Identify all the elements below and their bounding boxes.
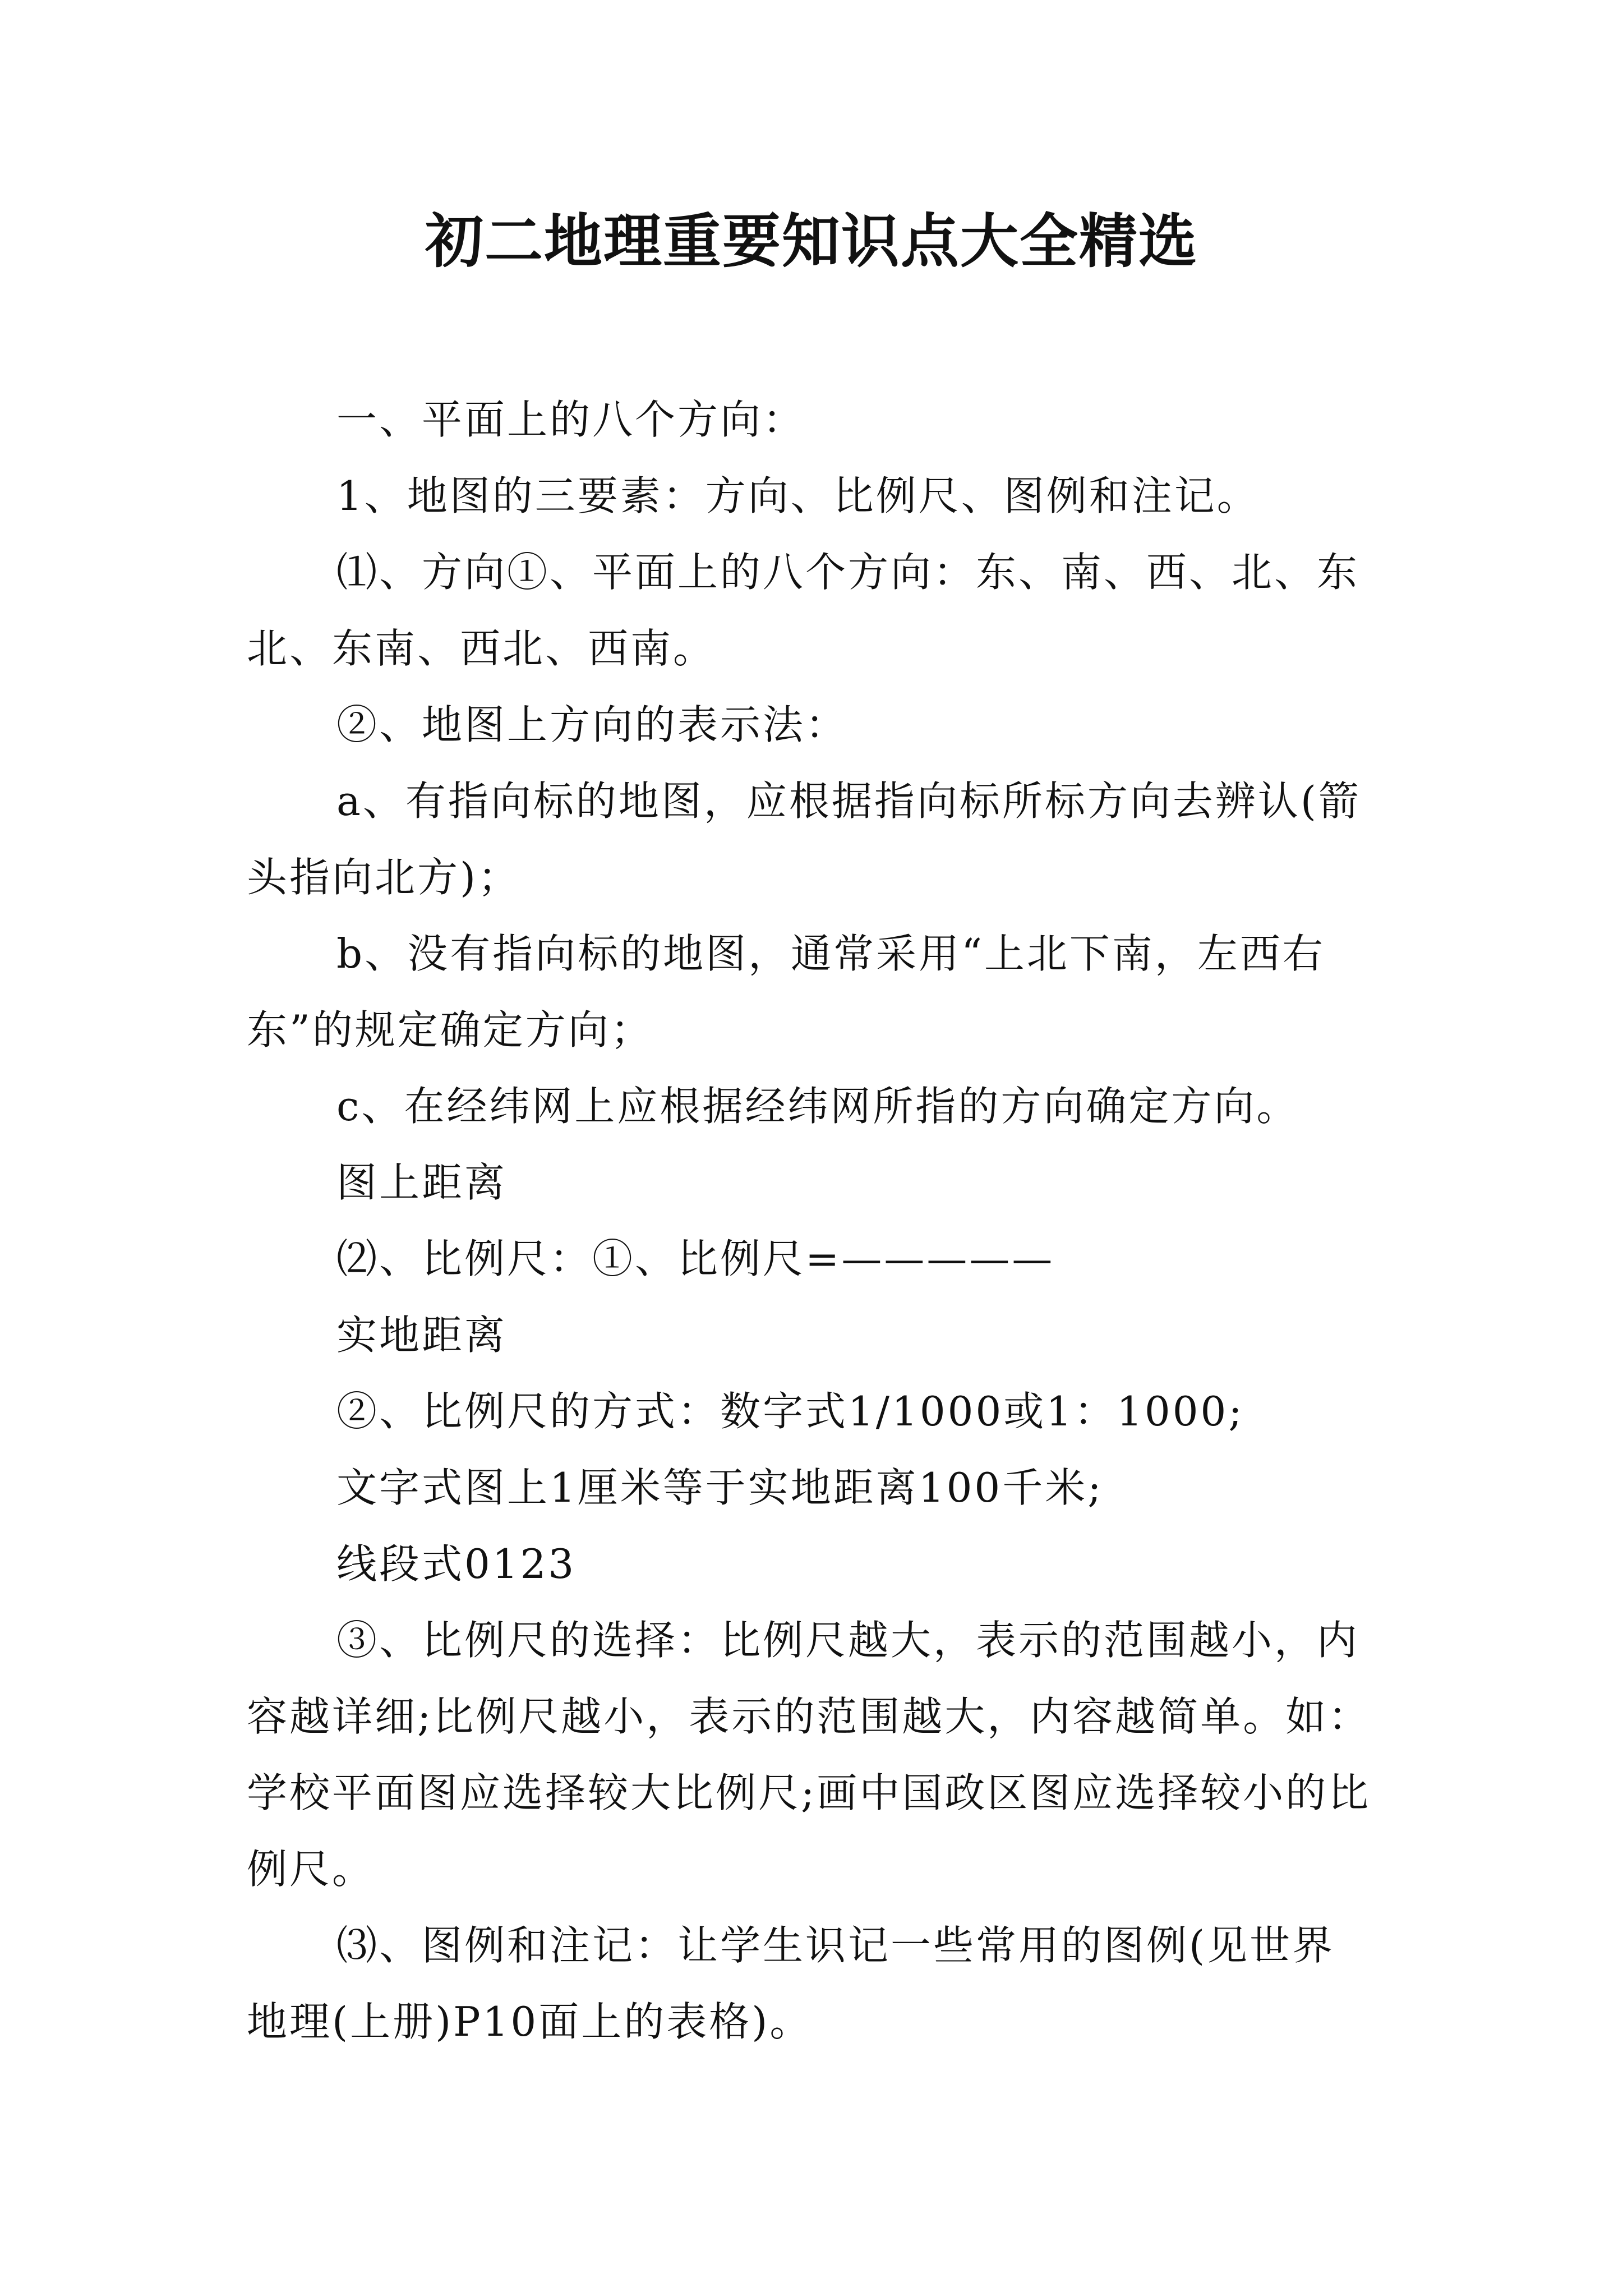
paragraph-real-distance: 实地距离 [336,1312,508,1359]
paragraph-map-distance: 图上距离 [336,1159,508,1206]
document-title: 初二地理重要知识点大全精选 [425,207,1198,275]
paragraph-scale-text: 文字式图上1厘米等于实地距离100千米; [336,1464,1104,1511]
paragraph-scale-numeric: ②、比例尺的方式：数字式1/1000或1：1000; [336,1388,1244,1435]
paragraph-direction-eight: ⑴、方向①、平面上的八个方向：东、南、西、北、东北、东南、西北、西南。 [247,549,1360,672]
paragraph-eight-directions-heading: 一、平面上的八个方向： [336,396,806,443]
document-body [247,381,1374,2060]
paragraph-map-three-elements: 1、地图的三要素：方向、比例尺、图例和注记。 [336,472,1260,519]
paragraph-direction-methods: ②、地图上方向的表示法： [336,701,849,748]
paragraph-direction-a: a、有指向标的地图，应根据指向标所标方向去辨认(箭头指向北方)； [247,777,1362,901]
paragraph-direction-b: b、没有指向标的地图，通常采用“上北下南，左西右东”的规定确定方向； [247,930,1325,1053]
paragraph-direction-c: c、在经纬网上应根据经纬网所指的方向确定方向。 [336,1083,1299,1130]
paragraph-scale-formula: ⑵、比例尺：①、比例尺=————— [336,1235,1055,1282]
paragraph-scale-choice: ③、比例尺的选择：比例尺越大，表示的范围越小，内容越详细;比例尺越小，表示的范围越大，内容越简单。如：学校平面图应选择较大比例尺;画中国政区图应选择较小的比例尺。 [247,1617,1371,1893]
paragraph-legend-notes: ⑶、图例和注记：让学生识记一些常用的图例(见世界地理(上册)P10面上的表格)。 [247,1922,1335,2045]
paragraph-scale-line: 线段式0123 [336,1540,577,1588]
